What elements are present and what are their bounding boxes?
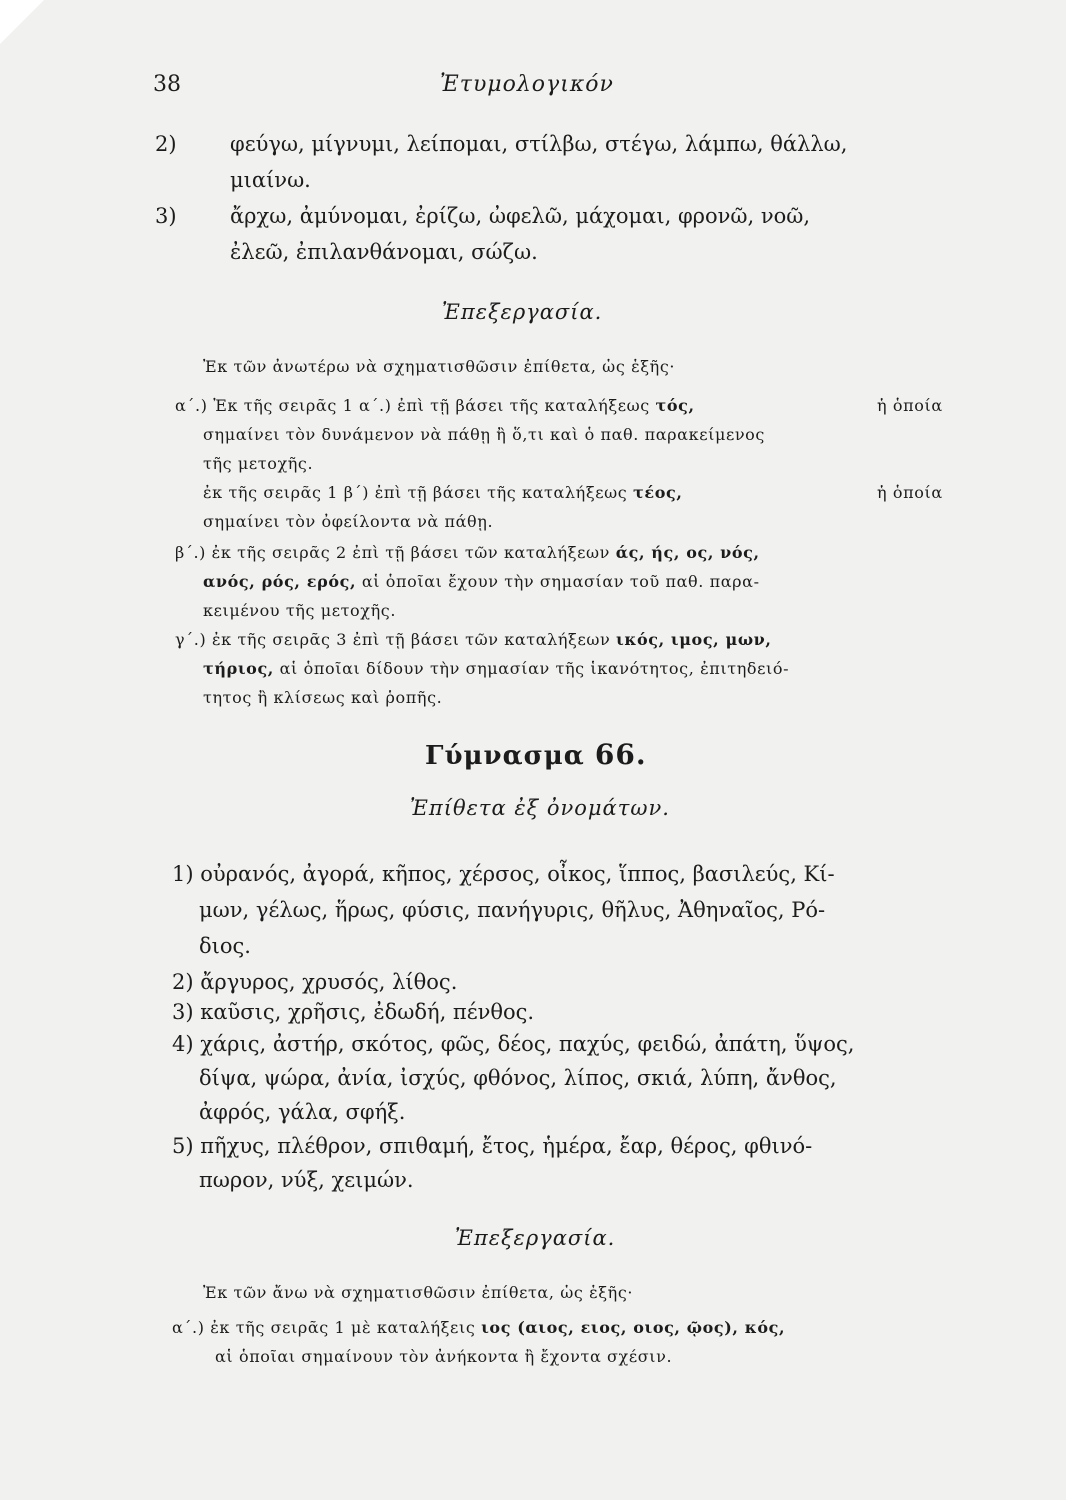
list-line: ἐλεῶ, ἐπιλανθάνομαι, σώζω. [230, 240, 538, 264]
text-line: β΄.) ἐκ τῆς σειρᾶς 2 ἐπὶ τῇ βάσει τῶν καταλήξεων άς, ής, ος, νός, [175, 543, 760, 562]
list-line: 3) καῦσις, χρῆσις, ἐδωδή, πένθος. [172, 1000, 535, 1024]
text-line: τῆς μετοχῆς. [203, 454, 314, 473]
exercise-title: Γύμνασμα 66. [425, 738, 647, 771]
text-line: σημαίνει τὸν ὀφείλοντα νὰ πάθῃ. [203, 512, 494, 531]
section-heading: Ἐπεξεργασία. [442, 300, 603, 324]
section-heading: Ἐπεξεργασία. [455, 1226, 616, 1250]
text-line: ἡ ὁποία [877, 396, 943, 415]
running-title: Ἐτυμολογικόν [440, 72, 614, 97]
list-line: 5) πῆχυς, πλέθρον, σπιθαμή, ἔτος, ἡμέρα, ἔαρ, θέρος, φθινό- [172, 1134, 813, 1158]
list-line: δίψα, ψώρα, ἀνία, ἰσχύς, φθόνος, λίπος, σκιά, λύπη, ἄνθος, [199, 1066, 837, 1090]
text-line: γ΄.) ἐκ τῆς σειρᾶς 3 ἐπὶ τῇ βάσει τῶν καταλήξεων ικός, ιμος, μων, [175, 630, 772, 649]
folded-corner [0, 0, 44, 44]
intro-line: Ἐκ τῶν ἄνω νὰ σχηματισθῶσιν ἐπίθετα, ὡς ἑξῆς· [203, 1283, 634, 1302]
text-line: ἡ ὁποία [877, 483, 943, 502]
text-line: τητος ἢ κλίσεως καὶ ῥοπῆς. [203, 688, 443, 707]
list-line: πωρον, νύξ, χειμών. [199, 1168, 414, 1192]
text-line: τήριος, αἱ ὁποῖαι δίδουν τὴν σημασίαν τῆς ἱκανότητος, ἐπιτηδειό- [203, 659, 790, 678]
text-line: ἐκ τῆς σειρᾶς 1 β΄) ἐπὶ τῇ βάσει τῆς καταλήξεως τέος, [203, 483, 683, 502]
list-line: μων, γέλως, ἥρως, φύσις, πανήγυρις, θῆλυς, Ἀθηναῖος, Ρό- [199, 898, 826, 922]
list-number: 2) [155, 132, 177, 156]
text-line: α΄.) Ἐκ τῆς σειρᾶς 1 α΄.) ἐπὶ τῇ βάσει τῆς καταλήξεως τός, [175, 396, 695, 415]
list-line: 4) χάρις, ἀστήρ, σκότος, φῶς, δέος, παχύς, φειδώ, ἀπάτη, ὕψος, [172, 1032, 855, 1056]
page-number: 38 [153, 72, 181, 97]
list-line: 2) ἄργυρος, χρυσός, λίθος. [172, 970, 458, 994]
text-line: αἱ ὁποῖαι σημαίνουν τὸν ἀνήκοντα ἢ ἔχοντα σχέσιν. [215, 1347, 673, 1366]
list-line: φεύγω, μίγνυμι, λείπομαι, στίλβω, στέγω, λάμπω, θάλλω, [230, 132, 848, 156]
list-line: ἀφρός, γάλα, σφήξ. [199, 1100, 406, 1124]
list-line: ἄρχω, ἀμύνομαι, ἐρίζω, ὠφελῶ, μάχομαι, φρονῶ, νοῶ, [230, 204, 811, 228]
text-line: σημαίνει τὸν δυνάμενον νὰ πάθῃ ἢ ὅ,τι καὶ ὁ παθ. παρακείμενος [203, 425, 765, 444]
list-line: μιαίνω. [230, 168, 311, 192]
list-line: 1) οὐρανός, ἀγορά, κῆπος, χέρσος, οἶκος, ἵππος, βασιλεύς, Κί- [172, 862, 835, 886]
intro-line: Ἐκ τῶν ἀνωτέρω νὰ σχηματισθῶσιν ἐπίθετα, ὡς ἑξῆς· [203, 357, 676, 376]
text-line: α΄.) ἐκ τῆς σειρᾶς 1 μὲ καταλήξεις ιος (αιος, ειος, οιος, ῷος), κός, [172, 1318, 786, 1337]
list-number: 3) [155, 204, 177, 228]
text-line: κειμένου τῆς μετοχῆς. [203, 601, 397, 620]
text-line: ανός, ρός, ερός, αἱ ὁποῖαι ἔχουν τὴν σημασίαν τοῦ παθ. παρα- [203, 572, 760, 591]
list-line: διος. [199, 934, 251, 958]
exercise-subtitle: Ἐπίθετα ἐξ ὀνομάτων. [410, 796, 670, 820]
